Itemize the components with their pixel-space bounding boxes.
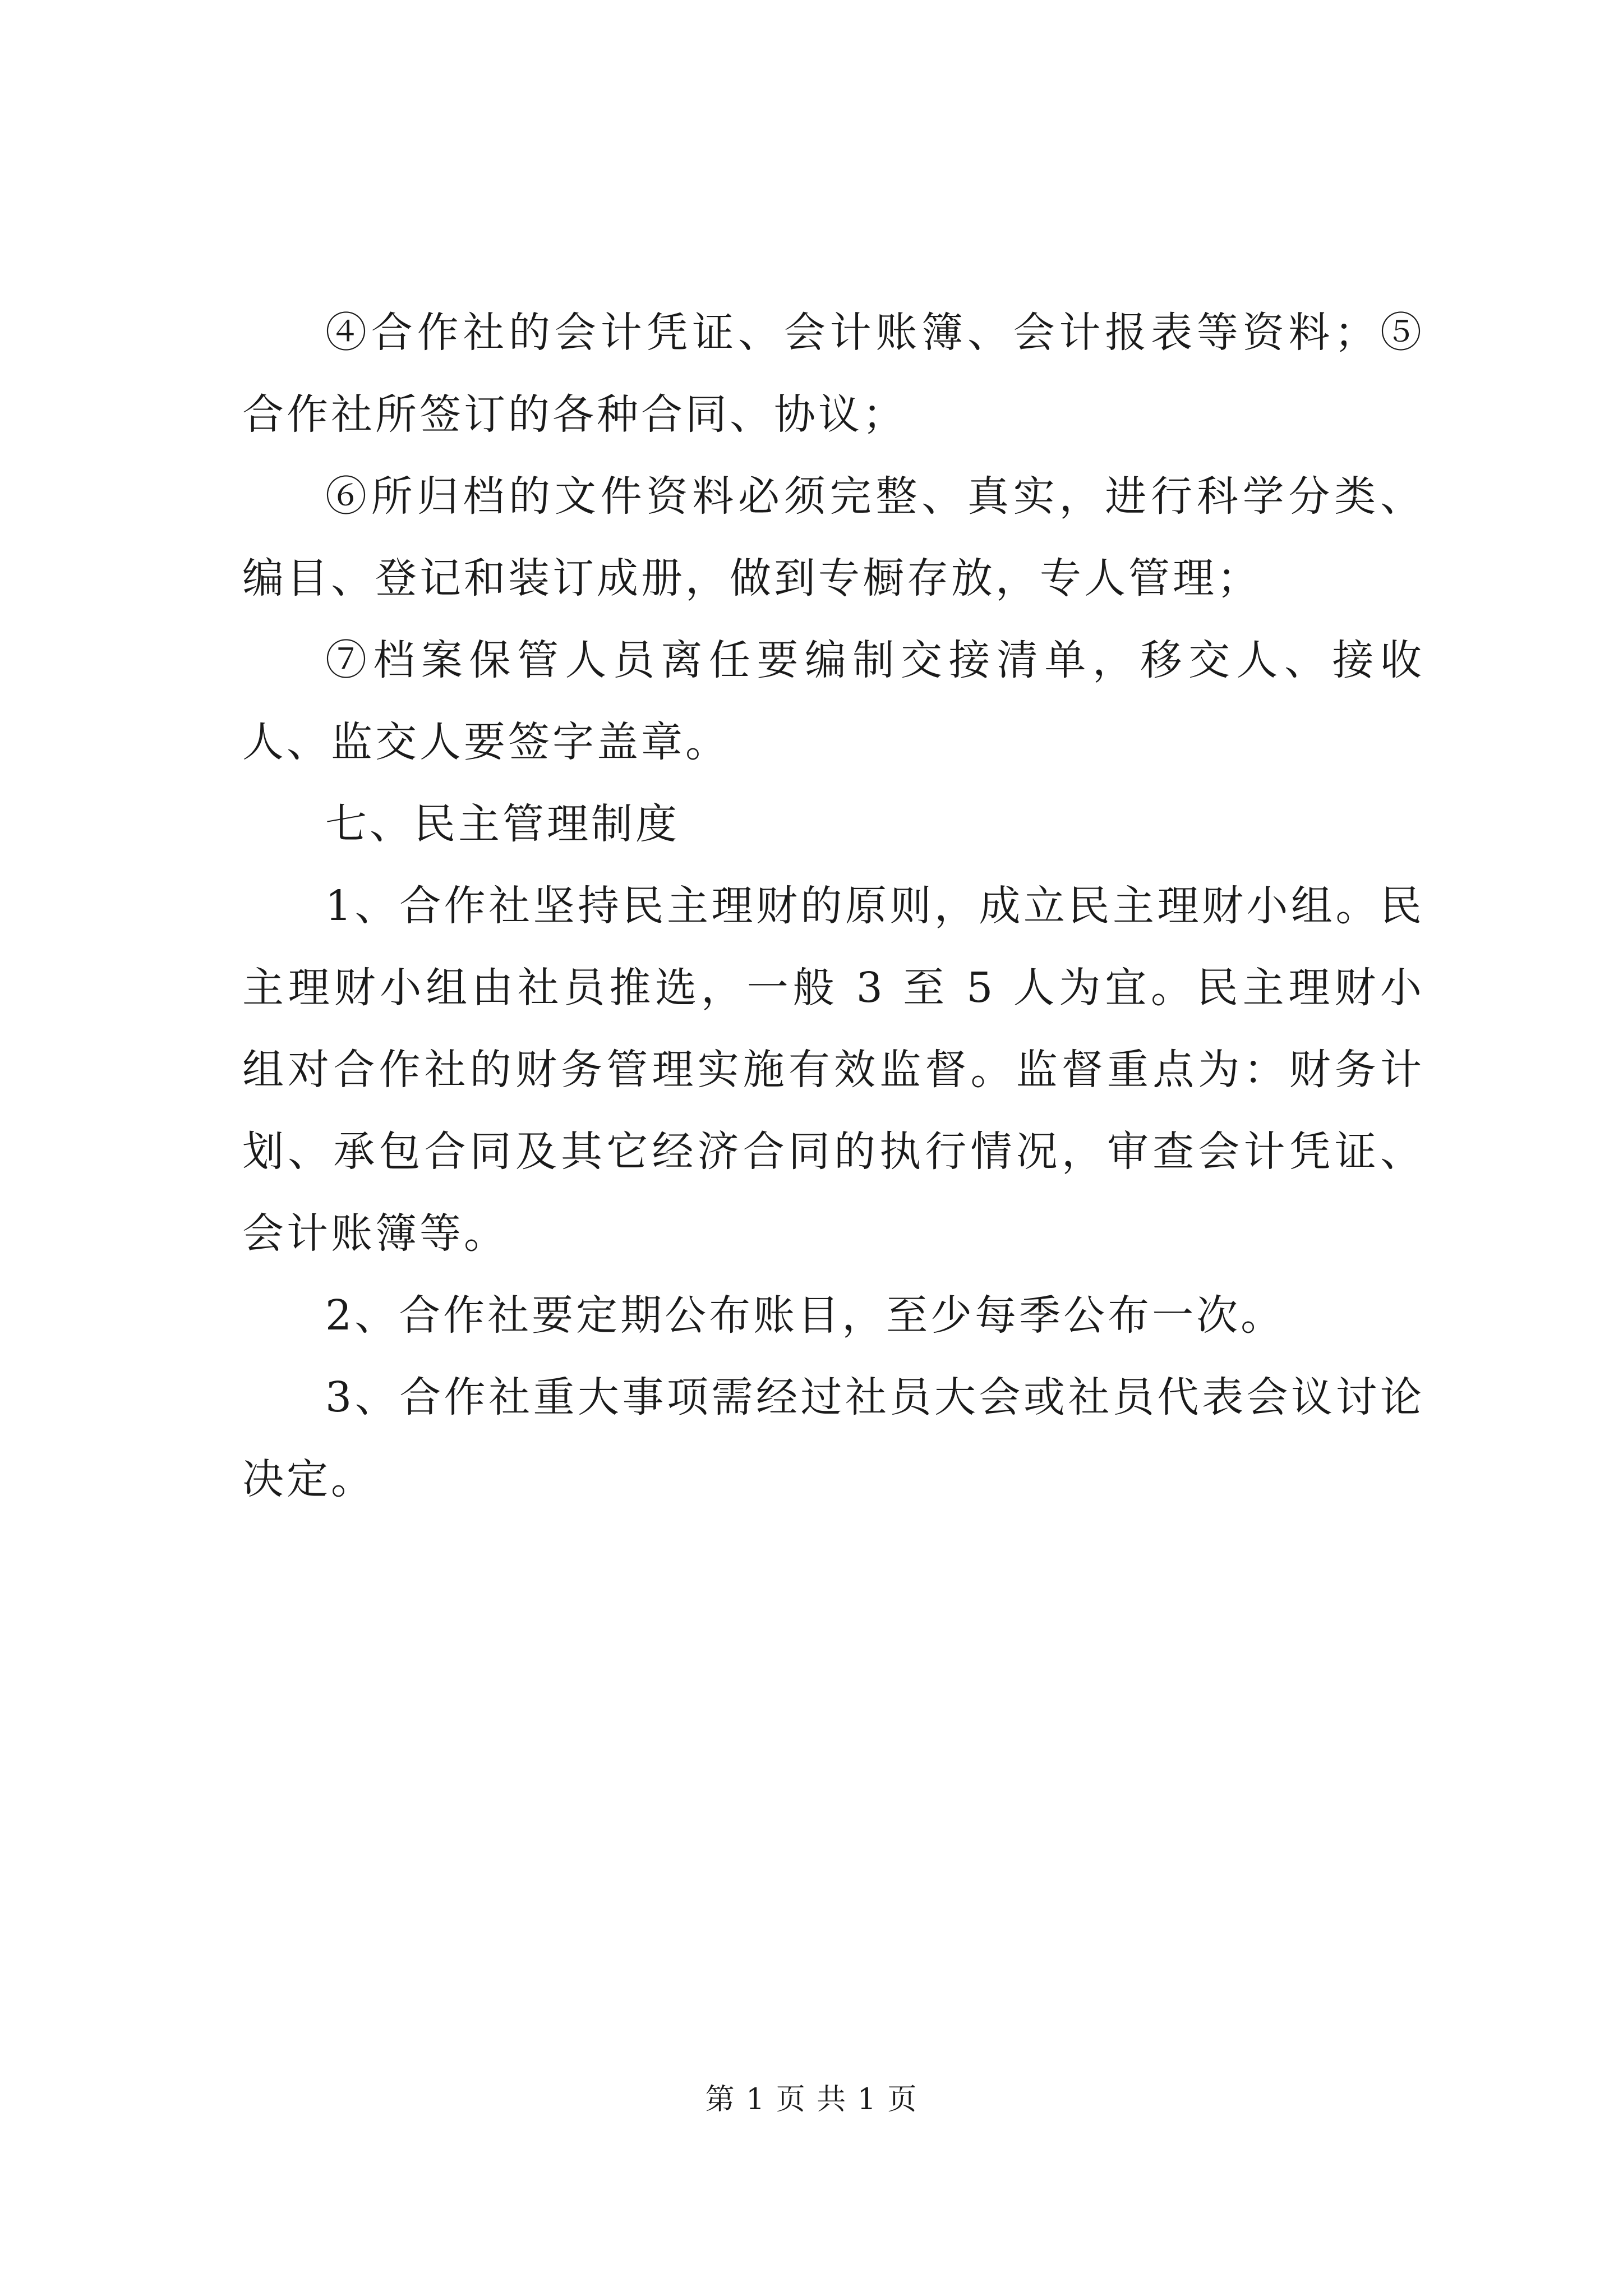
- section-heading-democratic-management: 七、民主管理制度: [325, 800, 680, 848]
- paragraph-account-publication: 2、合作社要定期公布账目，至少每季公布一次。: [325, 1291, 1285, 1340]
- paragraph-major-decisions: 3、合作社重大事项需经过社员大会或社员代表会议讨论决定。: [242, 1373, 1424, 1503]
- paragraph-democratic-finance: 1、合作社坚持民主理财的原则，成立民主理财小组。民主理财小组由社员推选，一般 3 至 5 人为宜。民主理财小组对合作社的财务管理实施有效监督。监督重点为：财务计划、承包合同及其它经济合同的执行情况，审查会计凭证、会计账簿等。: [242, 882, 1424, 1258]
- paragraph-archive-items: ④合作社的会计凭证、会计账簿、会计报表等资料；⑤合作社所签订的各种合同、协议；: [242, 309, 1424, 439]
- document-body: [242, 292, 1424, 1520]
- page-footer: 第 1 页 共 1 页: [705, 2083, 918, 2116]
- paragraph-archive-filing: ⑥所归档的文件资料必须完整、真实，进行科学分类、编目、登记和装订成册，做到专橱存放，专人管理；: [242, 472, 1424, 602]
- paragraph-archive-handover: ⑦档案保管人员离任要编制交接清单，移交人、接收人、监交人要签字盖章。: [242, 636, 1424, 766]
